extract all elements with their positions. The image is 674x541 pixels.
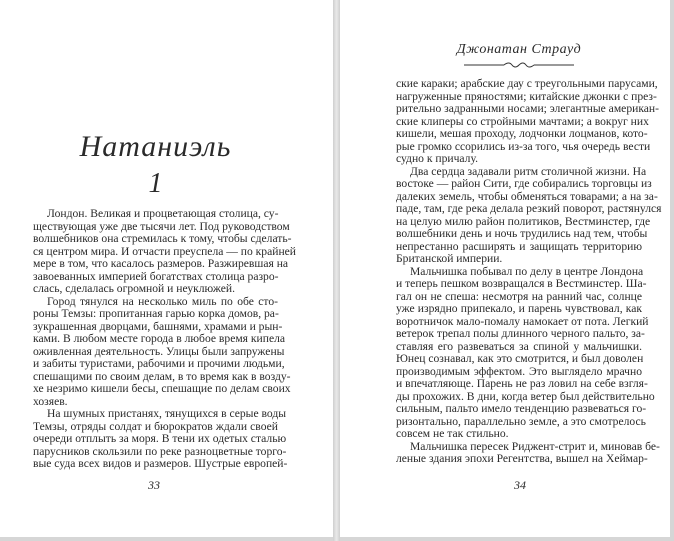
- right-page: [340, 0, 670, 537]
- text-line: слась, сделалась огромной и неуклюжей.: [33, 282, 236, 295]
- text-line: Британской империи.: [396, 252, 503, 265]
- text-line: востоке — район Сити, где собирались торговцы из: [396, 177, 652, 190]
- text-line: и теперь пешком возвращался в Вестминстер. Ша-: [396, 277, 647, 290]
- text-line: воротничок мало-помалу намокает от пота. Легкий: [396, 314, 649, 328]
- text-line: непрестанно расширять и защищать территорию: [396, 239, 642, 253]
- text-line: Два сердца задавали ритм столичной жизни. На: [410, 164, 647, 178]
- text-line: совсем не так стильно.: [396, 427, 509, 440]
- text-line: ские караки; арабские дау с треугольными парусами,: [396, 77, 658, 90]
- text-line: ветерок трепал полы длинного черного пальто, за-: [396, 327, 645, 340]
- text-line: ставляя его развеваться за спиной у мальчишки.: [396, 339, 642, 353]
- paragraph: [396, 77, 659, 166]
- body-text: [33, 207, 297, 471]
- text-line: парусников скользили по реке разноцветные торго-: [33, 444, 287, 458]
- text-line: нагруженные пряностями; китайские джонки с през-: [396, 89, 657, 103]
- text-line: ся центром мира. И отчасти преуспела — по крайней: [33, 244, 297, 258]
- text-line: оживленная деятельность. Улицы были запружены: [33, 344, 285, 358]
- text-line: ществующая уже две тысячи лет. Под руководством: [33, 219, 290, 233]
- paragraph: [396, 264, 655, 441]
- text-line: далеких земель, чтобы обменяться товарами; а на за-: [396, 189, 658, 203]
- book-gutter: [333, 0, 340, 541]
- text-line: производимым эффектом. Это выглядело мрачно: [396, 364, 642, 378]
- body-text: [396, 77, 662, 466]
- ornament-divider-icon: [464, 61, 574, 69]
- text-line: Лондон. Великая и процветающая столица, су-: [47, 207, 279, 220]
- text-line: сильным, пальто имело тенденцию развеваться го-: [396, 402, 647, 415]
- text-line: ские клиперы со стройными мачтами; а вокруг них: [396, 114, 649, 128]
- text-line: ды прохожих. В дни, когда ветер был действительно: [396, 389, 655, 403]
- text-line: хозяев.: [33, 394, 68, 408]
- page-number: 33: [148, 478, 160, 492]
- text-line: судно к причалу.: [396, 152, 478, 165]
- text-line: гал он не спеша: несмотря на ранний час, солнце: [396, 289, 642, 303]
- text-line: мере в том, что касалось размеров. Разжиревшая на: [33, 257, 289, 270]
- text-line: кишели, мешая проходу, лодчонки лоцманов, кото-: [396, 127, 648, 140]
- text-line: Мальчишка пересек Риджент-стрит и, миновав бе-: [410, 439, 660, 453]
- text-line: на целую милю район политиков, Вестминстер, где: [396, 214, 651, 228]
- text-line: завоеванных империей богатствах столица разро-: [33, 269, 279, 283]
- text-line: ками. В любом месте города в любое время кипела: [33, 332, 286, 345]
- text-line: Мальчишка побывал по делу в центре Лондона: [410, 264, 644, 278]
- chapter-number: 1: [148, 168, 163, 199]
- text-line: и забиты туристами, рабочими и прочими людьми,: [33, 357, 285, 370]
- text-line: зукрашенная дворцами, башнями, храмами и рын-: [33, 319, 283, 333]
- text-line: хе незримо кишели бесы, спешащие по делам своих: [33, 382, 291, 395]
- paragraph: [33, 407, 288, 471]
- page-number: 34: [514, 478, 526, 492]
- text-line: паде, там, где река делала резкий поворот, растянулся: [396, 202, 662, 215]
- text-line: спешащими по своим делам, в то время как в возду-: [33, 369, 291, 383]
- paragraph: [396, 439, 660, 466]
- text-line: очереди отплыть за моря. В тени их одетых сталью: [33, 432, 287, 445]
- text-line: леные здания эпохи Регентства, вышел на Хеймар-: [396, 452, 648, 465]
- text-line: ризонтально, параллельно земле, а это смотрелось: [396, 414, 646, 428]
- paragraph: [33, 207, 297, 296]
- text-line: Юнец сознавал, как это смотрится, и был доволен: [396, 352, 644, 365]
- text-line: волшебники день и ночь трудились над тем, чтобы: [396, 227, 648, 240]
- paragraph: [396, 164, 662, 266]
- text-line: рые громко ссорились из-за того, чья очередь вести: [396, 139, 651, 153]
- left-page: [0, 0, 333, 537]
- text-line: Город тянулся на несколько миль по обе сто-: [47, 294, 278, 308]
- text-line: волшебников она стремилась к тому, чтобы сделать-: [33, 232, 292, 245]
- paragraph: [33, 294, 291, 409]
- text-line: Темзы, отряды солдат и бюрократов ждали своей: [33, 419, 278, 433]
- text-line: роны Темзы: пропитанная гарью корка домов, ра-: [33, 307, 279, 320]
- text-line: вые суда всех видов и размеров. Шустрые европей-: [33, 457, 288, 470]
- chapter-title: Натаниэль: [79, 130, 232, 163]
- running-head: Джонатан Страуд: [456, 42, 582, 57]
- text-line: На шумных пристанях, тянущихся в серые воды: [47, 407, 287, 420]
- text-line: рительно задранными носами; элегантные американ-: [396, 102, 659, 115]
- text-line: и впечатляюще. Парень не раз ловил на себе взгля-: [396, 377, 648, 390]
- text-line: уже изрядно припекало, и парень чувствовал, как: [396, 302, 642, 315]
